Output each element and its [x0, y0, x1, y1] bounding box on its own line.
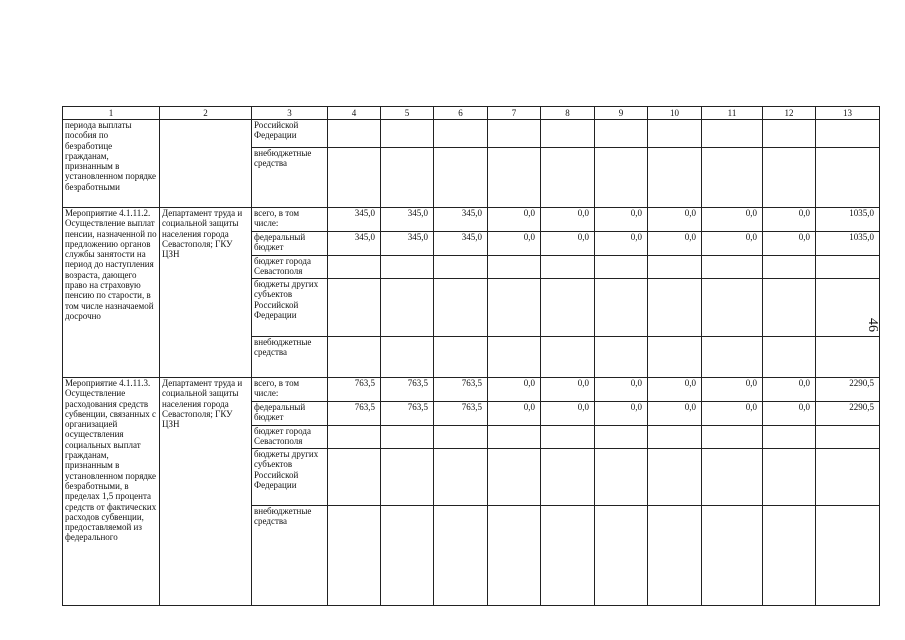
value-cell: 345,0 — [434, 232, 488, 256]
executor-cell: Департамент труда и социальной защиты населения города Севастополя; ГКУ ЦЗН — [160, 208, 252, 378]
value-cell: 763,5 — [381, 402, 434, 426]
header-cell: 12 — [763, 107, 816, 120]
funding-source: бюджеты других субъектов Российской Федерации — [252, 449, 328, 506]
header-cell: 8 — [541, 107, 595, 120]
value-cell: 345,0 — [434, 208, 488, 232]
measure-description: Мероприятие 4.1.11.2. Осуществление выплат пенсии, назначенной по предложению органов службы занятости на период до наступления возраста, дающего право на страховую пенсию по старости, в том числе назначаемой досрочно — [63, 208, 160, 378]
value-cell: 1035,0 — [816, 232, 880, 256]
value-cell: 0,0 — [595, 232, 648, 256]
funding-source: Российской Федерации — [252, 120, 328, 148]
value-cell: 2290,5 — [816, 402, 880, 426]
value-cell: 763,5 — [328, 378, 381, 402]
value-cell: 0,0 — [702, 232, 763, 256]
table-row — [63, 120, 880, 148]
header-cell: 9 — [595, 107, 648, 120]
header-cell: 4 — [328, 107, 381, 120]
value-cell: 0,0 — [702, 378, 763, 402]
value-cell: 763,5 — [381, 378, 434, 402]
value-cell: 0,0 — [648, 402, 702, 426]
measure-description: периода выплаты пособия по безработице гражданам, признанным в установленном порядке безработными — [63, 120, 160, 208]
funding-source: федеральный бюджет — [252, 402, 328, 426]
header-cell: 5 — [381, 107, 434, 120]
funding-source: бюджеты других субъектов Российской Федерации — [252, 279, 328, 337]
value-cell: 0,0 — [763, 232, 816, 256]
value-cell: 0,0 — [648, 378, 702, 402]
value-cell: 345,0 — [328, 208, 381, 232]
value-cell: 2290,5 — [816, 378, 880, 402]
value-cell: 0,0 — [648, 232, 702, 256]
header-cell: 10 — [648, 107, 702, 120]
value-cell: 0,0 — [488, 402, 541, 426]
funding-source: внебюджетные средства — [252, 337, 328, 378]
funding-source: федеральный бюджет — [252, 232, 328, 256]
funding-source: всего, в том числе: — [252, 208, 328, 232]
value-cell: 763,5 — [434, 402, 488, 426]
header-cell: 11 — [702, 107, 763, 120]
value-cell: 0,0 — [541, 232, 595, 256]
value-cell: 0,0 — [488, 378, 541, 402]
value-cell: 345,0 — [381, 208, 434, 232]
funding-source: бюджет города Севастополя — [252, 426, 328, 449]
value-cell: 0,0 — [595, 402, 648, 426]
table-row — [63, 208, 880, 232]
executor-cell: Департамент труда и социальной защиты населения города Севастополя; ГКУ ЦЗН — [160, 378, 252, 606]
header-cell: 6 — [434, 107, 488, 120]
funding-source: внебюджетные средства — [252, 506, 328, 606]
page-number: 46 — [865, 318, 880, 332]
value-cell: 0,0 — [541, 402, 595, 426]
header-cell: 3 — [252, 107, 328, 120]
value-cell: 0,0 — [488, 232, 541, 256]
value-cell: 0,0 — [763, 208, 816, 232]
budget-table — [62, 106, 880, 606]
value-cell: 0,0 — [595, 208, 648, 232]
value-cell: 345,0 — [328, 232, 381, 256]
executor-cell — [160, 120, 252, 208]
value-cell: 0,0 — [488, 208, 541, 232]
value-cell: 763,5 — [328, 402, 381, 426]
value-cell: 0,0 — [702, 402, 763, 426]
table-row — [63, 378, 880, 402]
value-cell: 345,0 — [381, 232, 434, 256]
value-cell: 0,0 — [541, 208, 595, 232]
measure-description: Мероприятие 4.1.11.3. Осуществление расходования средств субвенции, связанных с организацией осуществления социальных выплат гражданам, признанным в установленном порядке безработными, в пределах 1,5 процента средств от фактических расходов субвенции, предоставляемой из федерального — [63, 378, 160, 606]
value-cell: 0,0 — [763, 378, 816, 402]
header-cell: 13 — [816, 107, 880, 120]
value-cell: 0,0 — [763, 402, 816, 426]
header-cell: 1 — [63, 107, 160, 120]
value-cell: 0,0 — [595, 378, 648, 402]
header-cell: 7 — [488, 107, 541, 120]
value-cell: 0,0 — [702, 208, 763, 232]
funding-source: бюджет города Севастополя — [252, 256, 328, 279]
value-cell: 763,5 — [434, 378, 488, 402]
funding-source: всего, в том числе: — [252, 378, 328, 402]
header-cell: 2 — [160, 107, 252, 120]
value-cell: 0,0 — [541, 378, 595, 402]
header-row — [63, 107, 880, 120]
value-cell: 0,0 — [648, 208, 702, 232]
value-cell: 1035,0 — [816, 208, 880, 232]
funding-source: внебюджетные средства — [252, 148, 328, 208]
